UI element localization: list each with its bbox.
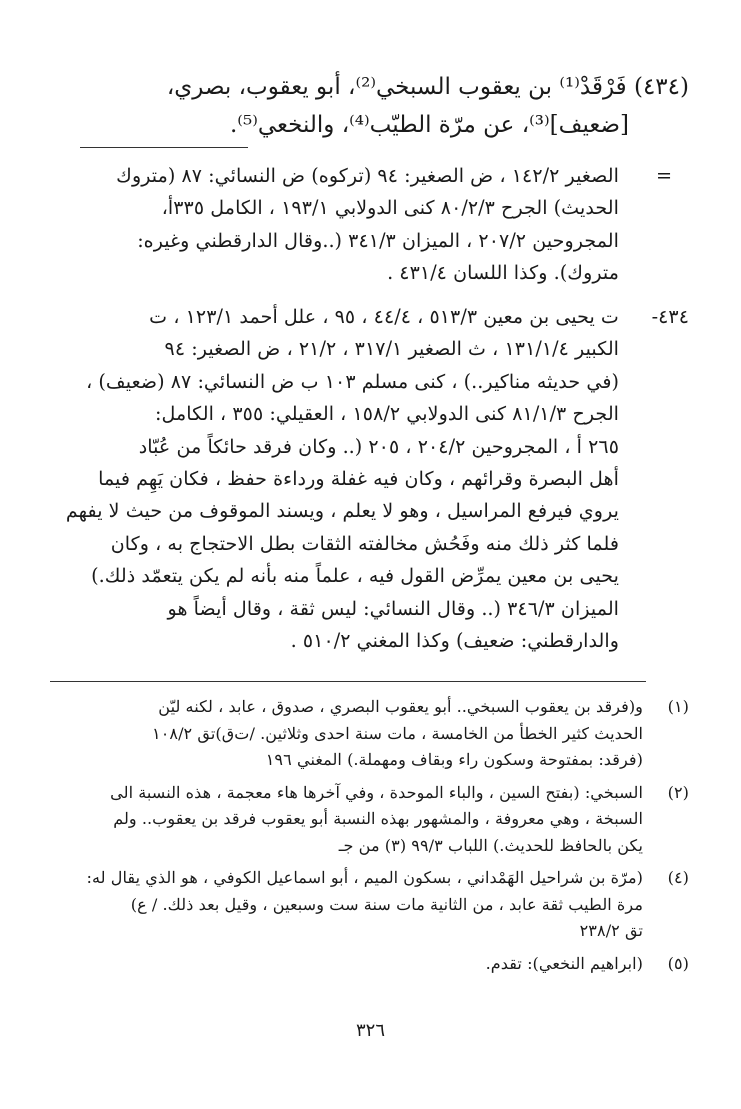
footnote-line: (فرقد: بمفتوحة وسكون راء وبقاف ومهملة.) المغني ١٩٦ [265,750,643,769]
continuation-line: الصغير ١٤٢/٢ ، ض الصغير: ٩٤ (تركوه) ض النسائي: ٨٧ (متروك [116,164,619,187]
footnote-2 [40,780,689,860]
entry-heading [40,68,689,144]
main-note-line: والدارقطني: ضعيف) وكذا المغني ٥١٠/٢ . [290,629,619,653]
continuation-body [40,160,619,290]
main-note-marker: ٤٣٤- [651,305,689,328]
continuation-line: الحديث) الجرح ٨٠/٢/٣ كنى الدولابي ١٩٣/١ ، الكامل ٣٣٥أ، [161,196,619,220]
continuation-line: متروك). وكذا اللسان ٤٣١/٤ . [387,261,619,285]
entry-line-2: [ضعيف]⁽³⁾، عن مرّة الطيّب⁽⁴⁾، والنخعي⁽⁵⁾. [230,112,629,138]
footnote-line: تق ٢٣٨/٢ [579,921,643,940]
entry-text-1: فَرْقَدْ⁽¹⁾ بن يعقوب السبخي⁽²⁾، أبو يعقوب، بصري، [166,74,627,100]
footnote-line: السبخة ، وهي معروفة ، والمشهور بهذه النسبة أبو يعقوب فرقد بن يعقوب.. ولم [113,809,643,828]
footnote-line: السبخي: (بفتح السين ، والباء الموحدة ، وفي آخرها هاء معجمة ، هذه النسبة الى [110,782,643,802]
footnote-4 [40,865,689,945]
continuation-block [40,160,619,290]
continuation-line: المجروحين ٢٠٧/٢ ، الميزان ٣٤١/٣ (..وقال الدارقطني وغيره: [137,228,619,252]
main-note-line: الجرح ٨١/١/٣ كنى الدولابي ١٥٨/٢ ، العقيلي: ٣٥٥ ، الكامل: [155,402,619,426]
footnote-5 [40,951,689,978]
footnote-line: (مرّة بن شراحيل الهَمْداني ، بسكون الميم ، أبو اسماعيل الكوفي ، هو الذي يقال له: [86,868,643,887]
footnote-marker: (٢) [667,782,689,802]
footnote-line: و(فرقد بن يعقوب السبخي.. أبو يعقوب البصري ، صدوق ، عابد ، لكنه ليّن [158,697,643,716]
footnote-marker: (١) [667,697,689,716]
footnote-1 [40,694,689,774]
footnote-line: الحديث كثير الخطأ من الخامسة ، مات سنة احدى وثلاثين. /ت‌ق)تق ١٠٨/٢ [152,723,643,743]
footnote-line: (ابراهيم النخعي): تقدم. [485,953,643,973]
main-note-line: أهل البصرة وقرائهم ، وكان فيه غفلة ورداءة حفظ ، فكان يَهِم فيما [98,467,619,491]
main-note-line: الميزان ٣٤٦/٣ (.. وقال النسائي: ليس ثقة ، وقال أيضاً هو [167,596,619,620]
top-divider [80,147,248,148]
main-note-line: ت يحيى بن معين ٥١٣/٣ ، ٤٤/٤ ، ٩٥ ، علل أحمد ١٢٣/١ ، ت [149,305,619,328]
main-note-line: ٢٦٥ أ ، المجروحين ٢٠٤/٢ ، ٢٠٥ (.. وكان فرقد حائكاً من عُبّاد [138,434,619,458]
main-note-line: الكبير ١٣١/١/٤ ، ث الصغير ٣١٧/١ ، ٢١/٢ ، ض الصغير: ٩٤ [164,337,619,361]
footnote-divider [50,681,646,682]
main-note-block [40,301,619,657]
footnote-line: يكن بالحافظ للحديث.) اللباب ٩٩/٣ (٣) من جـ [338,835,643,855]
main-note-line: يروي فيرفع المراسيل ، وهو لا يعلم ، ويسند الموقوف من حيث لا يفهم [65,499,619,523]
main-note-line: (في حديثه مناكير..) ، كنى مسلم ١٠٣ ب ض النسائي: ٨٧ (ضعيف) ، [86,369,619,393]
entry-line-1 [40,68,689,106]
footnote-marker: (٥) [667,953,689,973]
page-number: ٣٢٦ [355,1020,385,1041]
footnote-line: مرة الطيب ثقة عابد ، من الثانية مات سنة ست وسبعين ، وقيل بعد ذلك. / ع) [130,894,643,914]
continuation-marker: = [656,164,673,187]
main-note-line: فلما كثر ذلك منه وفَحُش مخالفته الثقات بطل الاحتجاج به ، وكان [110,531,619,555]
entry-number: (٤٣٤) [633,74,689,100]
footnote-marker: (٤) [667,868,689,887]
main-note-line: يحيى بن معين يمرِّض القول فيه ، علماً منه بأنه لم يكن يتعمّد ذلك.) [91,564,619,588]
footnotes [40,694,689,983]
